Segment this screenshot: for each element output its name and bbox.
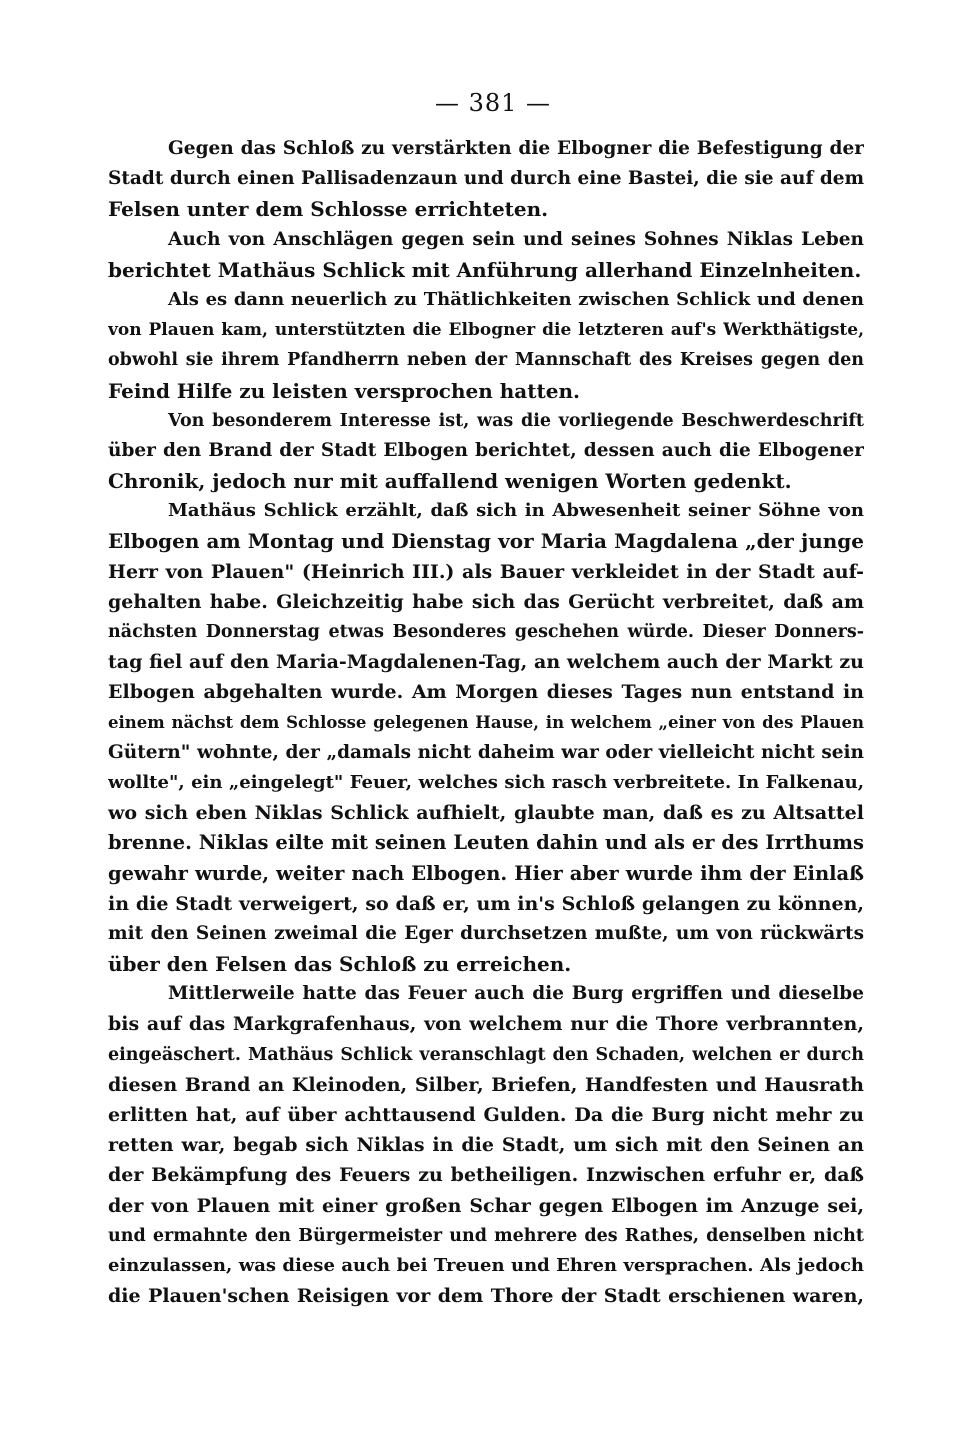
text-line: diesen Brand an Kleinoden, Silber, Briefen, Handfesten und Hausrath [108, 1073, 864, 1096]
text-line: Feind Hilfe zu leisten versprochen hatten. [108, 378, 580, 403]
text-line: Auch von Anschlägen gegen sein und seines Sohnes Niklas Leben [168, 228, 864, 250]
text-line: Mittlerweile hatte das Feuer auch die Burg ergriffen und dieselbe [168, 983, 864, 1005]
text-line: und ermahnte den Bürgermeister und mehrere des Rathes, denselben nicht [108, 1225, 864, 1246]
text-line: der Bekämpfung des Feuers zu betheiligen. Inzwischen erfuhr er, daß [108, 1164, 864, 1187]
paragraph [108, 496, 864, 979]
paragraph [108, 285, 864, 406]
text-line: Als es dann neuerlich zu Thätlichkeiten zwischen Schlick und denen [168, 288, 864, 310]
text-line: Elbogen am Montag und Dienstag vor Maria Magdalena „der junge [108, 529, 864, 554]
book-page [108, 88, 864, 1311]
text-line: Chronik, jedoch nur mit auffallend wenigen Worten gedenkt. [108, 469, 792, 494]
text-line: brenne. Niklas eilte mit seinen Leuten dahin und als er des Irrthums [108, 831, 864, 855]
text-line: Von besonderem Interesse ist, was die vorliegende Beschwerdeschrift [168, 410, 864, 431]
text-line: die Plauen'schen Reisigen vor dem Thore der Stadt erschienen waren, [108, 1285, 864, 1308]
paragraph [108, 406, 864, 497]
text-line: in die Stadt verweigert, so daß er, um in's Schloß gelangen zu können, [108, 892, 864, 915]
text-line: bis auf das Markgrafenhaus, von welchem nur die Thore verbrannten, [108, 1013, 864, 1036]
text-line: wollte", ein „eingelegt" Feuer, welches sich rasch verbreitete. In Falkenau, [108, 771, 864, 793]
text-line: einzulassen, was diese auch bei Treuen und Ehren versprachen. Als jedoch [108, 1254, 864, 1276]
text-line: obwohl sie ihrem Pfandherrn neben der Mannschaft des Kreises gegen den [108, 350, 864, 371]
text-body [108, 134, 864, 1311]
text-line: Stadt durch einen Pallisadenzaun und durch eine Bastei, die sie auf dem [108, 168, 864, 190]
text-line: erlitten hat, auf über achttausend Gulden. Da die Burg nicht mehr zu [108, 1104, 864, 1126]
text-line: eingeäschert. Mathäus Schlick veranschlagt den Schaden, welchen er durch [108, 1044, 864, 1065]
paragraph [108, 134, 864, 225]
text-line: einem nächst dem Schlosse gelegenen Hause, in welchem „einer von des Plauen [108, 712, 864, 732]
text-line: nächsten Donnerstag etwas Besonderes geschehen würde. Dieser Donners- [108, 622, 864, 642]
text-line: Gütern" wohnte, der „damals nicht daheim war oder vielleicht nicht sein [108, 741, 864, 763]
text-line: Elbogen abgehalten wurde. Am Morgen dieses Tages nun entstand in [108, 681, 864, 704]
text-line: Mathäus Schlick erzählt, daß sich in Abwesenheit seiner Söhne von [168, 500, 864, 522]
text-line: über den Brand der Stadt Elbogen berichtet, dessen auch die Elbogener [108, 439, 864, 461]
text-line: Felsen unter dem Schlosse errichteten. [108, 197, 549, 222]
text-line: von Plauen kam, unterstützten die Elbogner die letzteren auf's Werkthätigste, [108, 320, 864, 341]
text-line: gewahr wurde, weiter nach Elbogen. Hier aber wurde ihm der Einlaß [108, 861, 864, 885]
text-line: tag fiel auf den Maria-Magdalenen-Tag, an welchem auch der Markt zu [108, 651, 864, 674]
text-line: Herr von Plauen" (Heinrich III.) als Bauer verkleidet in der Stadt auf- [108, 560, 864, 583]
paragraph [108, 225, 864, 285]
text-line: berichtet Mathäus Schlick mit Anführung allerhand Einzelnheiten. [108, 257, 862, 282]
text-line: wo sich eben Niklas Schlick aufhielt, glaubte man, daß es zu Altsattel [108, 802, 864, 825]
text-line: über den Felsen das Schloß zu erreichen. [108, 952, 572, 977]
text-line: mit den Seinen zweimal die Eger durchsetzen mußte, um von rückwärts [108, 922, 864, 944]
text-line: der von Plauen mit einer großen Schar gegen Elbogen im Anzuge sei, [108, 1194, 864, 1217]
page-number: — 381 — [434, 89, 552, 117]
paragraph [108, 979, 864, 1311]
text-line: retten war, begab sich Niklas in die Stadt, um sich mit den Seinen an [108, 1134, 864, 1157]
text-line: gehalten habe. Gleichzeitig habe sich das Gerücht verbreitet, daß am [108, 590, 864, 613]
text-line: Gegen das Schloß zu verstärkten die Elbogner die Befestigung der [168, 138, 864, 159]
